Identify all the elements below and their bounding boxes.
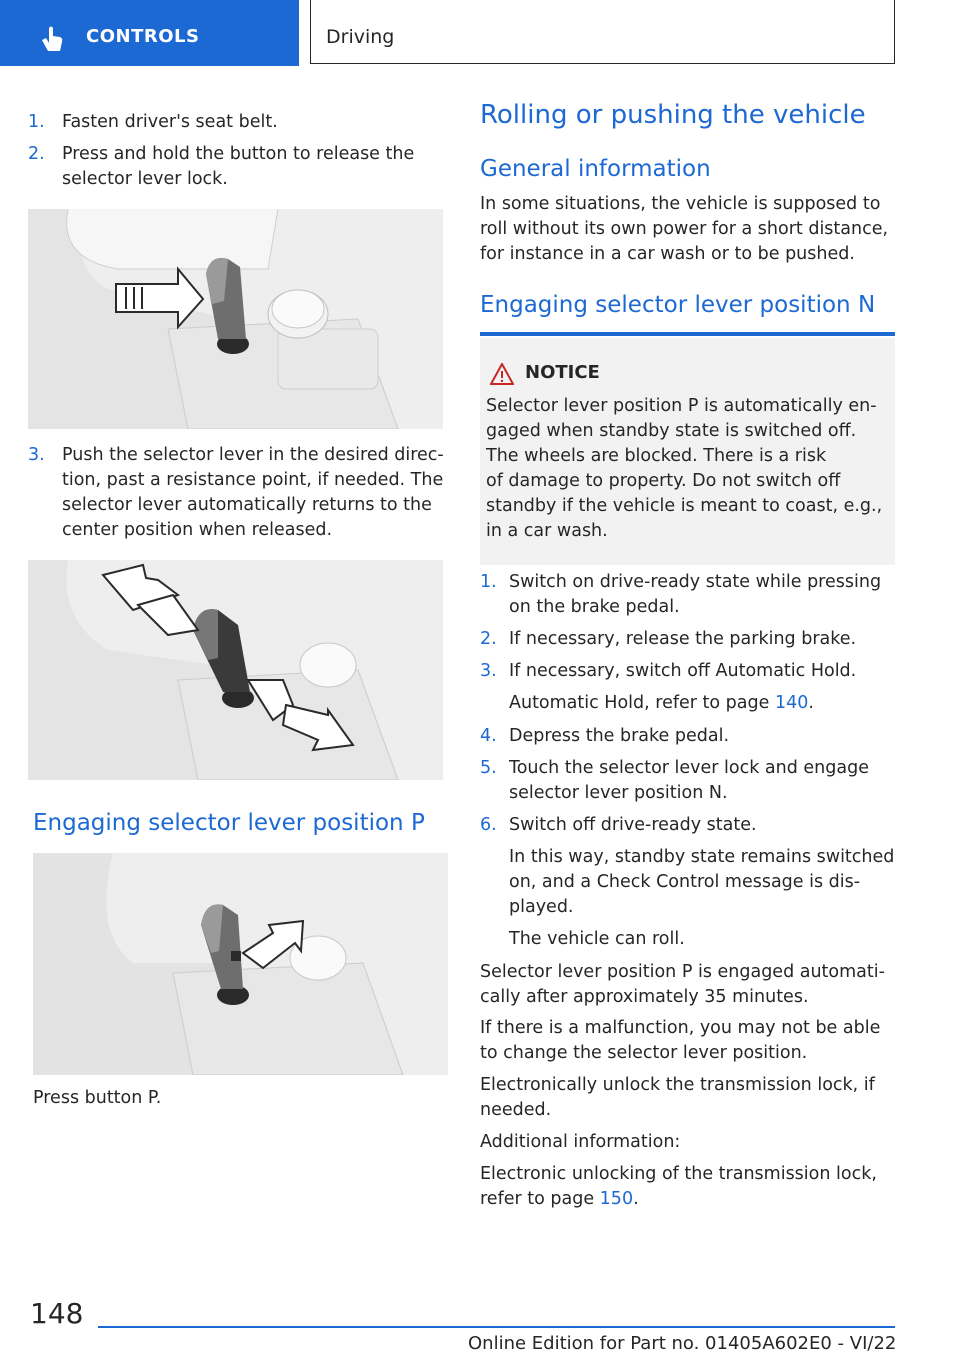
notice-title: NOTICE (525, 362, 600, 383)
step-number: 1. (480, 572, 497, 592)
step-2 (28, 142, 448, 192)
text-line: played. (509, 897, 574, 917)
step-6-detail (509, 845, 894, 920)
notice-text (486, 394, 882, 544)
text-line: roll without its own power for a short distance, (480, 219, 889, 239)
step-number: 1. (28, 112, 45, 132)
press-button-p-text: Press button P. (33, 1088, 162, 1108)
chapter-label: CONTROLS (86, 26, 200, 47)
page-link-150[interactable]: 150 (599, 1189, 634, 1209)
text-line: needed. (480, 1100, 552, 1120)
vehicle-can-roll: The vehicle can roll. (509, 929, 685, 949)
malfunction-paragraph (480, 1016, 880, 1066)
warning-triangle-icon (490, 363, 514, 385)
additional-info-label: Additional information: (480, 1132, 681, 1152)
step-text: Fasten driver's seat belt. (62, 112, 278, 132)
text-line: Electronically unlock the transmission lock, if (480, 1075, 875, 1095)
ref-text: refer to page (480, 1189, 600, 1209)
step-text: Depress the brake pedal. (509, 726, 730, 746)
button-p-illustration (33, 853, 448, 1075)
notice-box (480, 338, 895, 565)
chapter-tab[interactable] (0, 0, 299, 66)
selector-lever-release-illustration (28, 209, 443, 429)
edition-text: Online Edition for Part no. 01405A602E0 - VI/22 (468, 1333, 897, 1354)
step-number: 4. (480, 726, 497, 746)
step-text: Touch the selector lever lock and engage (509, 758, 869, 778)
step-text: Switch on drive-ready state while pressing (509, 572, 882, 592)
unlock-paragraph (480, 1073, 875, 1123)
step-text: Switch off drive-ready state. (509, 815, 757, 835)
step-number: 6. (480, 815, 497, 835)
step-number: 3. (28, 445, 45, 465)
step-text: on the brake pedal. (509, 597, 680, 617)
page-number: 148 (30, 1297, 84, 1330)
text-line: If there is a malfunction, you may not be able (480, 1018, 881, 1038)
ref-period: . (808, 693, 814, 713)
pointing-hand-icon (36, 24, 66, 54)
heading-engage-p: Engaging selector lever position P (33, 810, 425, 836)
text-line: for instance in a car wash or to be pushed. (480, 244, 855, 264)
step-text: center position when released. (62, 520, 333, 540)
section-label: Driving (326, 26, 395, 48)
text-line: In this way, standby state remains switched (509, 847, 895, 867)
text-line: The wheels are blocked. There is a risk (486, 446, 827, 466)
step-text: If necessary, switch off Automatic Hold. (509, 661, 857, 681)
footer-divider (98, 1326, 895, 1328)
notice-divider (480, 332, 895, 336)
text-line: Selector lever position P is automatically en‐ (486, 396, 877, 416)
general-info-text (480, 192, 888, 267)
electronic-unlock-ref (480, 1162, 877, 1212)
step-number: 2. (480, 629, 497, 649)
step-3 (28, 443, 448, 543)
n-step-1 (480, 570, 900, 620)
step-text: Press and hold the button to release the (62, 144, 415, 164)
text-line: on, and a Check Control message is dis‐ (509, 872, 861, 892)
text-line: In some situations, the vehicle is supposed to (480, 194, 881, 214)
step-text: If necessary, release the parking brake. (509, 629, 857, 649)
ref-period: . (633, 1189, 639, 1209)
ref-text: Automatic Hold, refer to page (509, 693, 775, 713)
text-line: in a car wash. (486, 521, 608, 541)
step-text: selector lever automatically returns to the (62, 495, 432, 515)
page-link-140[interactable]: 140 (774, 693, 809, 713)
step-number: 2. (28, 144, 45, 164)
heading-engage-n: Engaging selector lever position N (480, 292, 876, 318)
step-text: tion, past a resistance point, if needed. The (62, 470, 444, 490)
heading-general-info: General information (480, 156, 711, 182)
auto-p-paragraph (480, 960, 885, 1010)
text-line: gaged when standby state is switched off. (486, 421, 857, 441)
automatic-hold-ref (509, 691, 814, 716)
step-number: 5. (480, 758, 497, 778)
text-line: of damage to property. Do not switch off (486, 471, 841, 491)
step-number: 3. (480, 661, 497, 681)
step-text: selector lever lock. (62, 169, 228, 189)
text-line: to change the selector lever position. (480, 1043, 808, 1063)
text-line: standby if the vehicle is meant to coast, e.g., (486, 496, 883, 516)
n-step-5 (480, 756, 900, 806)
text-line: cally after approximately 35 minutes. (480, 987, 809, 1007)
step-text: Push the selector lever in the desired direc‐ (62, 445, 444, 465)
selector-lever-directions-illustration (28, 560, 443, 780)
text-line: Selector lever position P is engaged automati‐ (480, 962, 885, 982)
section-header (310, 0, 895, 64)
step-text: selector lever position N. (509, 783, 728, 803)
text-line: Electronic unlocking of the transmission lock, (480, 1164, 877, 1184)
page-title: Rolling or pushing the vehicle (480, 100, 866, 130)
